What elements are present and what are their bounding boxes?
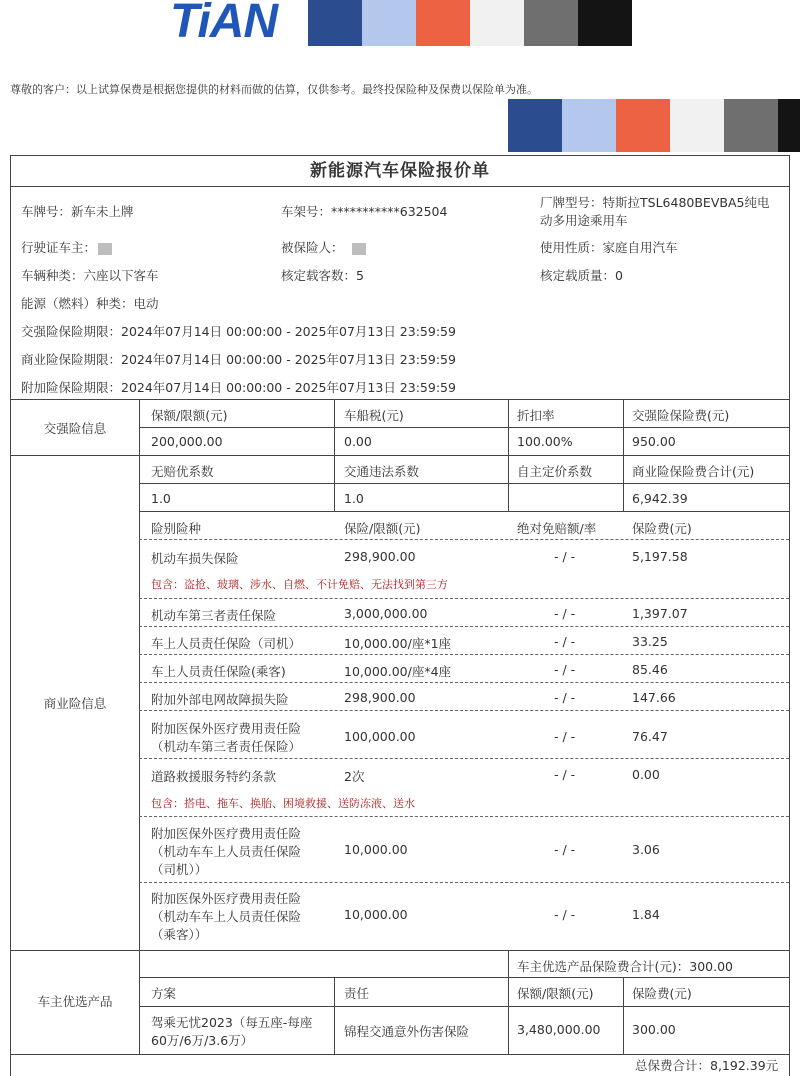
quote-sheet bbox=[10, 155, 790, 1076]
color-swatch bbox=[524, 0, 578, 46]
color-swatch bbox=[308, 0, 362, 46]
coverage-amount: 100,000.00 bbox=[344, 729, 416, 744]
additional-period: 附加险保险期限：2024年07月14日 00:00:00 - 2025年07月13日 23:59:59 bbox=[21, 380, 456, 395]
coverage-note: 包含：盗抢、玻璃、涉水、自燃、不计免赔、无法找到第三方 bbox=[151, 578, 448, 591]
coverage-name-cont: （机动车车上人员责任保险 bbox=[151, 909, 302, 924]
coverage-premium: 1.84 bbox=[632, 907, 660, 922]
color-swatch bbox=[470, 0, 524, 46]
color-swatch bbox=[778, 99, 800, 152]
preferred-plan: 驾乘无忧2023（每五座-每座 bbox=[151, 1015, 313, 1030]
coverage-deductible: - / - bbox=[554, 767, 576, 782]
preferred-amount: 3,480,000.00 bbox=[517, 1022, 601, 1037]
coef-header: 商业险保险费合计(元) bbox=[632, 464, 755, 479]
preferred-premium: 300.00 bbox=[632, 1022, 676, 1037]
color-swatch bbox=[670, 99, 724, 152]
color-swatch bbox=[724, 99, 778, 152]
commercial-period: 商业险保险期限：2024年07月14日 00:00:00 - 2025年07月13日 23:59:59 bbox=[21, 352, 456, 367]
coverage-deductible: - / - bbox=[554, 662, 576, 677]
coef-header: 自主定价系数 bbox=[517, 464, 593, 479]
coverage-name: 车上人员责任保险(乘客) bbox=[151, 664, 286, 679]
usage-nature: 使用性质：家庭自用汽车 bbox=[540, 240, 678, 255]
color-swatch bbox=[362, 0, 416, 46]
coverage-premium: 1,397.07 bbox=[632, 606, 688, 621]
coverage-amount: 298,900.00 bbox=[344, 549, 416, 564]
compulsory-header: 车船税(元) bbox=[344, 408, 404, 423]
coverage-deductible: - / - bbox=[554, 549, 576, 564]
load-capacity: 核定载质量：0 bbox=[540, 268, 623, 283]
preferred-label: 车主优选产品 bbox=[37, 994, 113, 1009]
plate-number: 车牌号：新车未上牌 bbox=[21, 204, 134, 219]
color-swatch bbox=[616, 99, 670, 152]
preferred-header: 方案 bbox=[151, 986, 177, 1001]
coverage-name: 道路救援服务特约条款 bbox=[151, 769, 277, 784]
redacted-block bbox=[352, 243, 366, 255]
compulsory-header: 交强险保险费(元) bbox=[632, 408, 730, 423]
coverage-deductible: - / - bbox=[554, 729, 576, 744]
coverage-premium: 5,197.58 bbox=[632, 549, 688, 564]
compulsory-value: 950.00 bbox=[632, 434, 676, 449]
redacted-block bbox=[98, 243, 112, 255]
compulsory-value: 0.00 bbox=[344, 434, 372, 449]
coverage-name-cont: （司机）） bbox=[151, 862, 208, 877]
coverage-amount: 10,000.00 bbox=[344, 842, 408, 857]
items-header: 保险/限额(元) bbox=[344, 521, 421, 536]
coverage-name: 附加外部电网故障损失险 bbox=[151, 692, 289, 707]
grand-total: 总保费合计：8,192.39元 bbox=[635, 1058, 779, 1073]
coef-value: 1.0 bbox=[344, 491, 364, 506]
coverage-name: 机动车第三者责任保险 bbox=[151, 608, 277, 623]
energy-type: 能源（燃料）种类：电动 bbox=[21, 296, 159, 311]
color-swatch bbox=[562, 99, 616, 152]
coverage-amount: 2次 bbox=[344, 769, 365, 784]
license-owner: 行驶证车主： bbox=[21, 238, 112, 256]
coverage-premium: 33.25 bbox=[632, 634, 668, 649]
color-swatch bbox=[578, 0, 632, 46]
vehicle-model-cont: 动多用途乘用车 bbox=[540, 213, 628, 228]
document-title: 新能源汽车保险报价单 bbox=[11, 156, 789, 187]
coverage-amount: 10,000.00 bbox=[344, 907, 408, 922]
coverage-name: 附加医保外医疗费用责任险 bbox=[151, 891, 302, 906]
compulsory-header: 折扣率 bbox=[517, 408, 555, 423]
compulsory-value: 100.00% bbox=[517, 434, 573, 449]
coverage-name-cont: （机动车第三者责任保险） bbox=[151, 739, 302, 754]
coverage-premium: 147.66 bbox=[632, 690, 676, 705]
coverage-name-cont: （乘客）） bbox=[151, 927, 208, 942]
items-header: 保险费(元) bbox=[632, 521, 692, 536]
compulsory-header: 保额/限额(元) bbox=[151, 408, 228, 423]
vehicle-type: 车辆种类：六座以下客车 bbox=[21, 268, 159, 283]
color-swatch bbox=[508, 99, 562, 152]
coverage-note: 包含：搭电、拖车、换胎、困境救援、送防冻液、送水 bbox=[151, 797, 415, 810]
compulsory-label: 交强险信息 bbox=[43, 421, 107, 436]
items-header: 绝对免赔额/率 bbox=[517, 521, 597, 536]
color-swatch bbox=[416, 0, 470, 46]
compulsory-period: 交强险保险期限：2024年07月14日 00:00:00 - 2025年07月13日 23:59:59 bbox=[21, 324, 456, 339]
compulsory-value: 200,000.00 bbox=[151, 434, 223, 449]
coverage-deductible: - / - bbox=[554, 907, 576, 922]
coverage-premium: 76.47 bbox=[632, 729, 668, 744]
coverage-premium: 0.00 bbox=[632, 767, 660, 782]
coef-header: 交通违法系数 bbox=[344, 464, 420, 479]
company-logo: TiAN bbox=[170, 0, 278, 48]
coverage-name: 机动车损失保险 bbox=[151, 551, 239, 566]
coef-value: 6,942.39 bbox=[632, 491, 688, 506]
coverage-deductible: - / - bbox=[554, 690, 576, 705]
vehicle-model: 厂牌型号：特斯拉TSL6480BEVBA5纯电 bbox=[540, 195, 770, 210]
coverage-name-cont: （机动车车上人员责任保险 bbox=[151, 844, 302, 859]
preferred-liability: 锦程交通意外伤害保险 bbox=[344, 1024, 470, 1039]
coverage-premium: 3.06 bbox=[632, 842, 660, 857]
coverage-amount: 298,900.00 bbox=[344, 690, 416, 705]
preferred-header: 保险费(元) bbox=[632, 986, 692, 1001]
coverage-deductible: - / - bbox=[554, 842, 576, 857]
seat-count: 核定载客数：5 bbox=[281, 268, 364, 283]
coverage-deductible: - / - bbox=[554, 606, 576, 621]
coverage-deductible: - / - bbox=[554, 634, 576, 649]
coef-value: 1.0 bbox=[151, 491, 171, 506]
coverage-amount: 10,000.00/座*1座 bbox=[344, 636, 452, 651]
items-header: 险别险种 bbox=[151, 521, 202, 536]
preferred-header: 保额/限额(元) bbox=[517, 986, 594, 1001]
preferred-plan-cont: 60万/6万/3.6万） bbox=[151, 1033, 254, 1048]
coef-header: 无赔优系数 bbox=[151, 464, 214, 479]
coverage-name: 附加医保外医疗费用责任险 bbox=[151, 826, 302, 841]
preferred-header: 责任 bbox=[344, 986, 370, 1001]
coverage-name: 附加医保外医疗费用责任险 bbox=[151, 721, 302, 736]
coverage-amount: 3,000,000.00 bbox=[344, 606, 428, 621]
coverage-premium: 85.46 bbox=[632, 662, 668, 677]
commercial-label: 商业险信息 bbox=[43, 696, 107, 711]
coverage-name: 车上人员责任保险（司机） bbox=[151, 636, 302, 651]
insured-person: 被保险人： bbox=[281, 238, 366, 256]
notice-text: 尊敬的客户：以上试算保费是根据您提供的材料而做的估算，仅供参考。最终投保险种及保费以保险单为准。 bbox=[10, 83, 538, 96]
preferred-total: 车主优选产品保险费合计(元)：300.00 bbox=[517, 959, 733, 974]
coverage-amount: 10,000.00/座*4座 bbox=[344, 664, 452, 679]
frame-number: 车架号：***********632504 bbox=[281, 204, 448, 219]
